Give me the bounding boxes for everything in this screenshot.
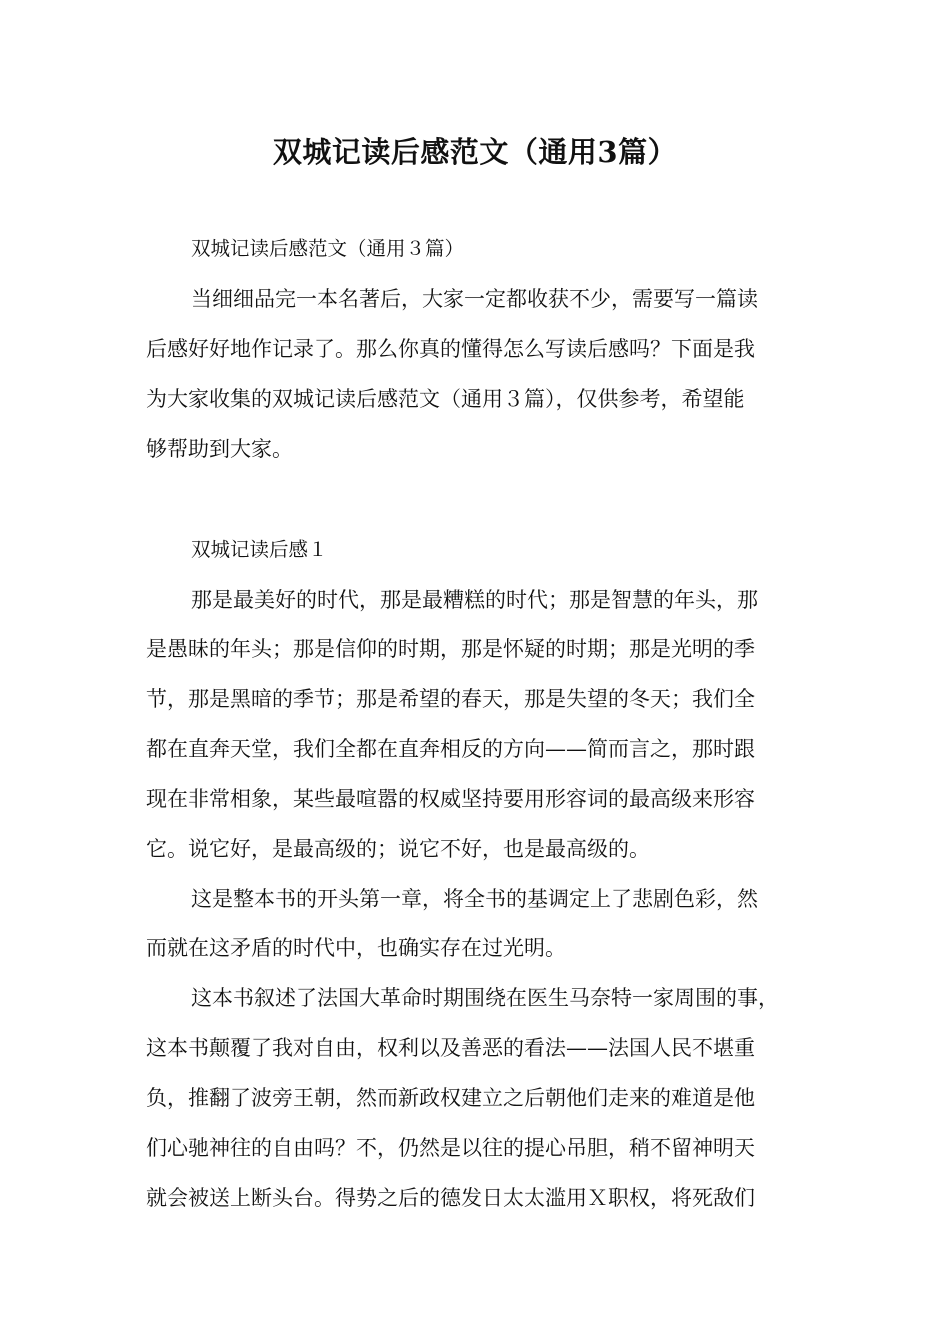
paragraph-line: 是愚昧的年头；那是信仰的时期，那是怀疑的时期；那是光明的季: [146, 637, 755, 661]
intro-line: 够帮助到大家。: [146, 437, 293, 461]
document-subtitle: 双城记读后感范文（通用３篇）: [191, 237, 465, 260]
paragraph-line: 们心驰神往的自由吗？不，仍然是以往的提心吊胆，稍不留神明天: [146, 1136, 755, 1160]
paragraph-line: 负，推翻了波旁王朝，然而新政权建立之后朝他们走来的难道是他: [146, 1086, 755, 1110]
paragraph-line: 而就在这矛盾的时代中，也确实存在过光明。: [146, 936, 566, 960]
paragraph-line: 现在非常相象，某些最喧嚣的权威坚持要用形容词的最高级来形容: [146, 787, 755, 811]
paragraph-line: 这是整本书的开头第一章，将全书的基调定上了悲剧色彩，然: [191, 887, 758, 911]
intro-line: 后感好好地作记录了。那么你真的懂得怎么写读后感吗？下面是我: [146, 337, 755, 361]
paragraph-line: 那是最美好的时代，那是最糟糕的时代；那是智慧的年头，那: [191, 588, 758, 612]
section-heading: 双城记读后感１: [191, 538, 328, 561]
document-title: 双城记读后感范文（通用3篇）: [272, 135, 678, 169]
intro-line: 为大家收集的双城记读后感范文（通用３篇），仅供参考，希望能: [146, 387, 745, 411]
intro-line: 当细细品完一本名著后，大家一定都收获不少，需要写一篇读: [191, 287, 758, 311]
paragraph-line: 它。说它好，是最高级的；说它不好，也是最高级的。: [146, 837, 650, 861]
paragraph-line: 就会被送上断头台。得势之后的德发日太太滥用Ｘ职权，将死敌们: [146, 1186, 755, 1210]
paragraph-line: 这本书叙述了法国大革命时期围绕在医生马奈特一家周围的事，: [191, 986, 779, 1010]
paragraph-line: 都在直奔天堂，我们全都在直奔相反的方向——简而言之，那时跟: [146, 737, 755, 761]
paragraph-line: 这本书颠覆了我对自由，权利以及善恶的看法——法国人民不堪重: [146, 1036, 755, 1060]
paragraph-line: 节，那是黑暗的季节；那是希望的春天，那是失望的冬天；我们全: [146, 687, 755, 711]
